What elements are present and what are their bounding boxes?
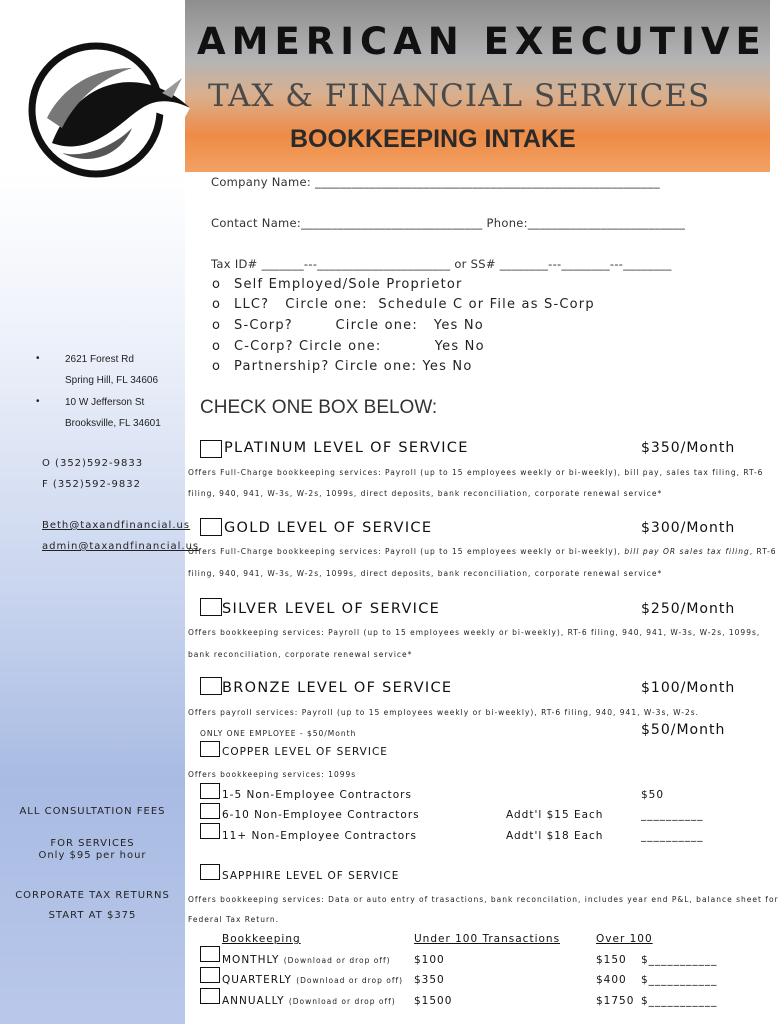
entity-item-s-corp[interactable] xyxy=(212,318,484,333)
copper-desc: Offers bookkeeping services: 1099s xyxy=(188,770,357,779)
corporate-returns-line2: START AT $375 xyxy=(48,910,137,921)
silver-desc-line1: Offers bookkeeping services: Payroll (up to 15 employees weekly or bi-weekly), RT-6 filing, 940, 941, W-3s, W-2s, 1099s, xyxy=(188,628,761,637)
copper-option-addl: Addt'l $18 Each xyxy=(506,830,604,842)
address1-line1: 2621 Forest Rd xyxy=(65,354,134,365)
gold-desc-line2: filing, 940, 941, W-3s, W-2s, 1099s, direct deposits, bank reconciliation, corporate renewal service* xyxy=(188,569,663,578)
entity-item-sole-proprietor[interactable] xyxy=(212,277,463,292)
company-title: AMERICAN EXECUTIVE xyxy=(197,20,767,63)
copper-title: COPPER LEVEL OF SERVICE xyxy=(222,746,388,758)
gold-checkbox[interactable] xyxy=(200,518,222,536)
circle-marker-icon: o xyxy=(212,359,222,374)
sapphire-under-price: $350 xyxy=(414,974,445,986)
sapphire-amount-blank[interactable]: $___________ xyxy=(641,974,718,986)
company-subtitle: TAX & FINANCIAL SERVICES xyxy=(208,78,711,114)
bullet-icon: • xyxy=(36,353,40,364)
office-phone: O (352)592-9833 xyxy=(42,458,144,469)
entity-label: LLC? Circle one: Schedule C or File as S-Corp xyxy=(234,297,595,312)
sapphire-over-price: $400 xyxy=(596,974,627,986)
form-title: BOOKKEEPING INTAKE xyxy=(290,125,576,153)
copper-option-checkbox[interactable] xyxy=(200,783,220,799)
email-link-beth[interactable]: Beth@taxandfinancial.us xyxy=(42,520,191,531)
platinum-desc-line2: filing, 940, 941, W-3s, W-2s, 1099s, direct deposits, bank reconciliation, corporate renewal service* xyxy=(188,489,663,498)
sapphire-amount-blank[interactable]: $___________ xyxy=(641,995,718,1007)
corporate-returns-line1: CORPORATE TAX RETURNS xyxy=(15,890,170,901)
sapphire-over-price: $1750 xyxy=(596,995,635,1007)
address1-line2: Spring Hill, FL 34606 xyxy=(65,375,159,386)
circle-marker-icon: o xyxy=(212,318,222,333)
copper-option-checkbox[interactable] xyxy=(200,823,220,839)
copper-option-label: 1-5 Non-Employee Contractors xyxy=(222,789,412,801)
sapphire-checkbox[interactable] xyxy=(200,864,220,880)
sapphire-option-checkbox[interactable] xyxy=(200,988,220,1004)
circle-marker-icon: o xyxy=(212,339,222,354)
platinum-desc-line1: Offers Full-Charge bookkeeping services: Payroll (up to 15 employees weekly or bi-weekly), bill pay, sales tax filing, RT-6 xyxy=(188,468,764,477)
gold-title: GOLD LEVEL OF SERVICE xyxy=(224,520,433,536)
silver-checkbox[interactable] xyxy=(200,598,222,616)
consultation-fees-line3: Only $95 per hour xyxy=(38,850,147,861)
sapphire-desc-line2: Federal Tax Return. xyxy=(188,915,280,924)
sapphire-option-checkbox[interactable] xyxy=(200,946,220,962)
copper-option-checkbox[interactable] xyxy=(200,803,220,819)
platinum-title: PLATINUM LEVEL OF SERVICE xyxy=(224,440,469,456)
address2-line2: Brooksville, FL 34601 xyxy=(65,418,161,429)
entity-label: Partnership? Circle one: Yes No xyxy=(234,359,473,374)
sapphire-title: SAPPHIRE LEVEL OF SERVICE xyxy=(222,870,400,882)
bronze-checkbox[interactable] xyxy=(200,677,222,695)
bronze-price: $100/Month xyxy=(641,680,736,696)
sapphire-over-price: $150 xyxy=(596,954,627,966)
copper-option-amount-blank[interactable]: __________ xyxy=(641,809,704,821)
circle-marker-icon: o xyxy=(212,277,222,292)
sapphire-under-price: $1500 xyxy=(414,995,453,1007)
gold-price: $300/Month xyxy=(641,520,736,536)
entity-label: C-Corp? Circle one: Yes No xyxy=(234,339,485,354)
copper-checkbox[interactable] xyxy=(200,741,220,757)
sapphire-col-under: Under 100 Transactions xyxy=(414,933,561,945)
entity-item-c-corp[interactable] xyxy=(212,339,485,354)
silver-desc-line2: bank reconciliation, corporate renewal service* xyxy=(188,650,413,659)
sapphire-col-over: Over 100 xyxy=(596,933,653,945)
bullet-icon: • xyxy=(36,396,40,407)
sapphire-row-quarterly: QUARTERLY (Download or drop off) xyxy=(222,974,404,986)
sapphire-amount-blank[interactable]: $___________ xyxy=(641,954,718,966)
entity-label: S-Corp? Circle one: Yes No xyxy=(234,318,484,333)
silver-price: $250/Month xyxy=(641,601,736,617)
eagle-logo xyxy=(22,38,192,180)
email-link-admin[interactable]: admin@taxandfinancial.us xyxy=(42,541,200,552)
circle-marker-icon: o xyxy=(212,297,222,312)
sapphire-under-price: $100 xyxy=(414,954,445,966)
silver-title: SILVER LEVEL OF SERVICE xyxy=(222,601,441,617)
address2-line1: 10 W Jefferson St xyxy=(65,397,145,408)
platinum-checkbox[interactable] xyxy=(200,440,222,458)
entity-label: Self Employed/Sole Proprietor xyxy=(234,277,463,292)
entity-item-llc[interactable] xyxy=(212,297,595,312)
sapphire-option-checkbox[interactable] xyxy=(200,967,220,983)
sapphire-row-annually: ANNUALLY (Download or drop off) xyxy=(222,995,396,1007)
bronze-note: ONLY ONE EMPLOYEE - $50/Month xyxy=(200,729,357,738)
copper-option-amount-blank[interactable]: __________ xyxy=(641,830,704,842)
sapphire-row-monthly: MONTHLY (Download or drop off) xyxy=(222,954,391,966)
gold-desc-line1: Offers Full-Charge bookkeeping services: Payroll (up to 15 employees weekly or bi-weekly), bill pay OR sales tax filing, RT-6 xyxy=(188,547,777,556)
consultation-fees-line2: FOR SERVICES xyxy=(50,838,135,849)
copper-option-addl: Addt'l $15 Each xyxy=(506,809,604,821)
fax-number: F (352)592-9832 xyxy=(42,479,141,490)
sapphire-desc-line1: Offers bookkeeping services: Data or auto entry of trasactions, bank reconcilation, includes year end P&L, balance sheet for xyxy=(188,895,779,904)
copper-option-label: 6-10 Non-Employee Contractors xyxy=(222,809,420,821)
bronze-note-price: $50/Month xyxy=(641,722,726,738)
entity-item-partnership[interactable] xyxy=(212,359,473,374)
contact-phone-field[interactable]: Contact Name:______________________________ Phone:__________________________ xyxy=(211,216,686,230)
consultation-fees-line1: ALL CONSULTATION FEES xyxy=(19,806,166,817)
sapphire-col-bookkeeping: Bookkeeping xyxy=(222,933,301,945)
bronze-title: BRONZE LEVEL OF SERVICE xyxy=(222,680,453,696)
bronze-desc: Offers payroll services: Payroll (up to 15 employees weekly or bi-weekly), RT-6 filing, 940, 941, W-3s, W-2s. xyxy=(188,708,700,717)
copper-option-label: 11+ Non-Employee Contractors xyxy=(222,830,417,842)
tax-id-field[interactable]: Tax ID# _______---______________________ or SS# ________---________---________ xyxy=(211,257,672,271)
company-name-field[interactable]: Company Name: _________________________________________________________ xyxy=(211,175,660,189)
check-one-heading: CHECK ONE BOX BELOW: xyxy=(200,397,438,418)
platinum-price: $350/Month xyxy=(641,440,736,456)
copper-option-amount: $50 xyxy=(641,789,665,801)
